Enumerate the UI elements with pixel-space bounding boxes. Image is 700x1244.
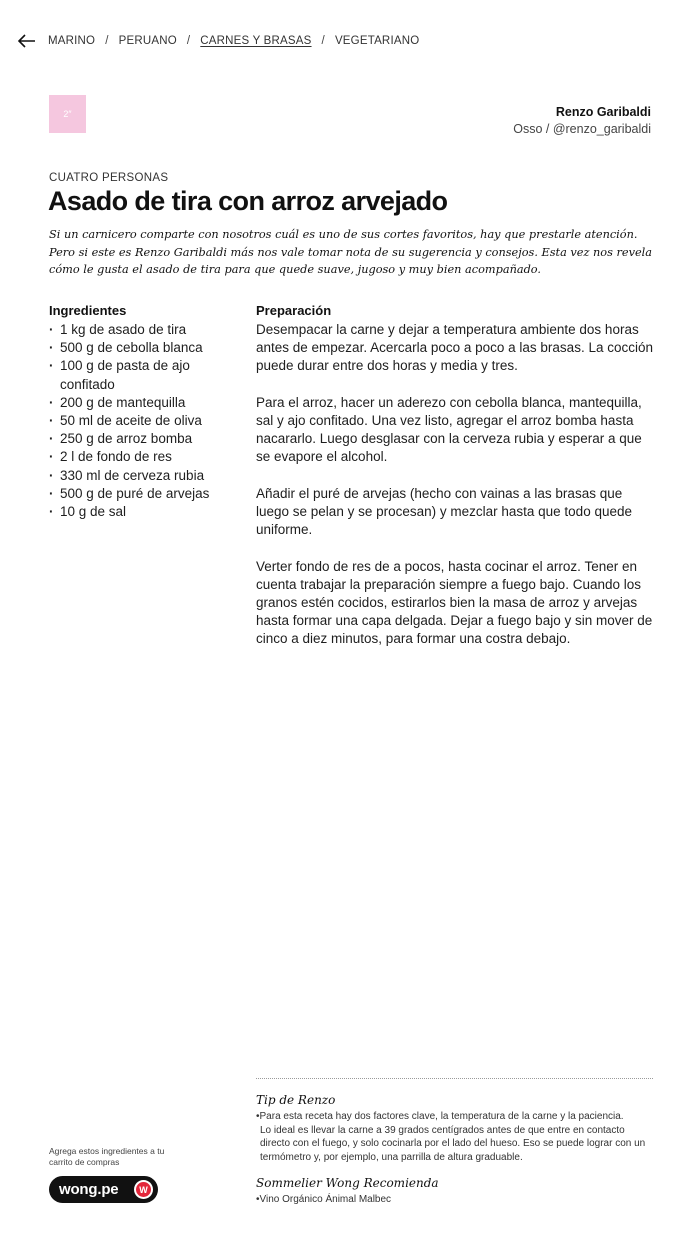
recipe-intro: Si un carnicero comparte con nosotros cuál es uno de sus cortes favoritos, hay que prestarle atención. Pero si este es Renzo Garibaldi más nos vale tomar nota de su sugerencia y consejos. Esta vez nos revela cómo le gusta el asado de tira para que quede suave, jugoso y muy bien acompañado.	[49, 228, 652, 276]
ingredient-item: · 330 ml de cerveza rubia	[49, 467, 239, 485]
ingredient-item: · 100 g de pasta de ajo confitado	[49, 357, 239, 393]
ingredients-section	[49, 303, 239, 521]
nav-item-carnes-y-brasas[interactable]: CARNES Y BRASAS	[200, 35, 312, 47]
ingredient-item: · 50 ml de aceite de oliva	[49, 412, 239, 430]
nav-item-peruano[interactable]: PERUANO	[118, 35, 177, 47]
tip-line: •Para esta receta hay dos factores clave, la temperatura de la carne y la paciencia.	[256, 1111, 624, 1122]
nav-separator: /	[105, 35, 109, 47]
tip-title: Tip de Renzo	[256, 1093, 336, 1107]
ingredient-item: · 250 g de arroz bomba	[49, 430, 239, 448]
wong-cart-button[interactable]	[49, 1176, 158, 1203]
thumbnail-label: 2″	[63, 109, 72, 119]
tip-text	[256, 1110, 656, 1164]
nav-separator: /	[186, 35, 191, 47]
ingredient-item: · 500 g de cebolla blanca	[49, 339, 239, 357]
author-subtitle: Osso / @renzo_garibaldi	[513, 122, 651, 136]
top-nav	[18, 30, 700, 52]
ingredients-list	[49, 321, 239, 521]
preparation-section	[256, 303, 656, 667]
serves-label: CUATRO PERSONAS	[49, 172, 169, 184]
tip-block	[256, 1093, 656, 1164]
sommelier-title: Sommelier Wong Recomienda	[256, 1176, 439, 1190]
divider	[256, 1078, 653, 1079]
preparation-step: Añadir el puré de arvejas (hecho con vainas a las brasas que luego se pelan y se procesan) y mezclar hasta que todo quede uniforme.	[256, 485, 632, 538]
ingredient-item: · 2 l de fondo de res	[49, 448, 239, 466]
cart-prompt: Agrega estos ingredientes a tu carrito de compras	[49, 1146, 165, 1167]
ingredient-item: · 200 g de mantequilla	[49, 394, 239, 412]
nav-item-vegetariano[interactable]: VEGETARIANO	[334, 35, 420, 47]
author-name: Renzo Garibaldi	[555, 105, 651, 119]
ingredient-item: · 10 g de sal	[49, 503, 239, 521]
ingredients-heading: Ingredientes	[49, 303, 127, 318]
tip-line: Lo ideal es llevar la carne a 39 grados centígrados antes de que entre en contacto directo con el fuego, y solo cocinarla por el lado del hueso. Eso se puede lograr con un termómetro y, por ejemplo, una parrilla de altura graduable.	[260, 1124, 646, 1163]
wong-logo-icon	[134, 1180, 153, 1199]
ingredient-item: · 1 kg de asado de tira	[49, 321, 239, 339]
sommelier-wine: •Vino Orgánico Ánimal Malbec	[256, 1194, 392, 1205]
wong-button-label: wong.pe	[59, 1181, 119, 1198]
nav-separator: /	[321, 35, 325, 47]
category-nav	[48, 35, 419, 47]
wong-logo-letter: W	[136, 1182, 151, 1197]
preparation-heading: Preparación	[256, 303, 332, 318]
ingredient-item: · 500 g de puré de arvejas	[49, 485, 239, 503]
back-arrow-icon[interactable]	[18, 30, 36, 52]
preparation-step: Para el arroz, hacer un aderezo con cebolla blanca, mantequilla, sal y ajo confitado. Una vez listo, agregar el arroz bomba hasta nacararlo. Luego desglasar con la cerveza rubia y esperar a que se evapore el alcohol.	[256, 394, 642, 465]
recipe-thumbnail	[49, 95, 86, 133]
preparation-steps	[256, 321, 656, 649]
preparation-step: Desempacar la carne y dejar a temperatura ambiente dos horas antes de empezar. Acercarla poco a poco a las brasas. La cocción puede durar entre dos horas y media y tres.	[256, 322, 653, 374]
author-block	[513, 105, 651, 136]
nav-item-marino[interactable]: MARINO	[48, 35, 96, 47]
sommelier-block	[256, 1176, 656, 1207]
page-title: Asado de tira con arroz arvejado	[48, 186, 448, 216]
preparation-step: Verter fondo de res de a pocos, hasta cocinar el arroz. Tener en cuenta trabajar la preparación siempre a fuego bajo. Cuando los granos estén cocidos, estirarlos bien la masa de arroz y arvejas hasta formar una capa delgada. Dejar a fuego bajo y sin mover de cinco a diez minutos, para formar una costra debajo.	[256, 558, 653, 647]
